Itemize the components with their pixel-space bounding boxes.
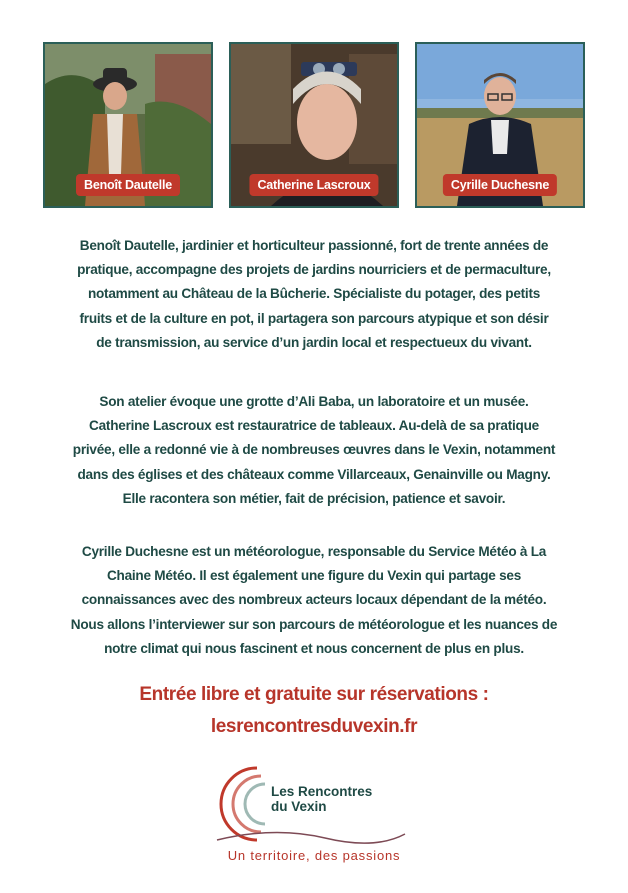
text-line: Son atelier évoque une grotte d’Ali Baba, un laboratoire et un musée. bbox=[99, 394, 529, 409]
text-line: Catherine Lascroux est restauratrice de tableaux. Au-delà de sa pratique bbox=[89, 418, 539, 434]
text-line: fruits et de la culture en pot, il partagera son parcours atypique et son désir bbox=[79, 310, 549, 326]
logo-tagline: Un territoire, des passions bbox=[227, 848, 401, 863]
paragraph-cyrille bbox=[14, 540, 614, 661]
name-tag: Cyrille Duchesne bbox=[443, 174, 557, 196]
text-line: notre climat qui nous fascinent et nous concernent de plus en plus. bbox=[104, 640, 524, 656]
cta-website-link[interactable]: lesrencontresduvexin.fr bbox=[210, 716, 418, 737]
text-line: de transmission, au service d’un jardin local et respectueux du vivant. bbox=[96, 334, 532, 350]
speaker-photos bbox=[0, 42, 628, 210]
photo-benoit-dautelle bbox=[43, 42, 213, 208]
text-line: Cyrille Duchesne est un météorologue, responsable du Service Météo à La bbox=[81, 544, 547, 559]
text-line: connaissances avec des nombreux acteurs locaux dépendant de la météo. bbox=[81, 592, 547, 608]
name-tag: Catherine Lascroux bbox=[249, 174, 378, 196]
cta-free-entry: Entrée libre et gratuite sur réservations : bbox=[139, 684, 489, 705]
text-line: Benoît Dautelle, jardinier et horticulteur passionné, fort de trente années de bbox=[79, 238, 549, 253]
photo-cyrille-duchesne bbox=[415, 42, 585, 208]
name-tag: Benoît Dautelle bbox=[76, 174, 180, 196]
text-line: dans des églises et des châteaux comme Villarceaux, Genainville ou Magny. bbox=[77, 466, 551, 482]
paragraph-catherine bbox=[14, 390, 614, 511]
paragraph-benoit bbox=[14, 234, 614, 355]
text-line: Elle racontera son métier, fait de précision, patience et savoir. bbox=[122, 490, 506, 506]
text-line: privée, elle a redonné vie à de nombreuses œuvres dans le Vexin, notamment bbox=[72, 442, 556, 458]
text-line: Chaine Météo. Il est également une figure du Vexin qui partage ses bbox=[106, 568, 522, 584]
text-line: notamment au Château de la Bûcherie. Spécialiste du potager, des petits bbox=[87, 286, 541, 302]
logo-name-line: Les Rencontres bbox=[271, 784, 373, 799]
logo-wordmark bbox=[271, 784, 372, 814]
text-line: Nous allons l’interviewer sur son parcours de météorologue et les nuances de bbox=[70, 616, 558, 632]
text-line: pratique, accompagne des projets de jardins nourriciers et de permaculture, bbox=[77, 262, 551, 278]
logo-name-line: du Vexin bbox=[271, 799, 327, 814]
photo-catherine-lascroux bbox=[229, 42, 399, 208]
